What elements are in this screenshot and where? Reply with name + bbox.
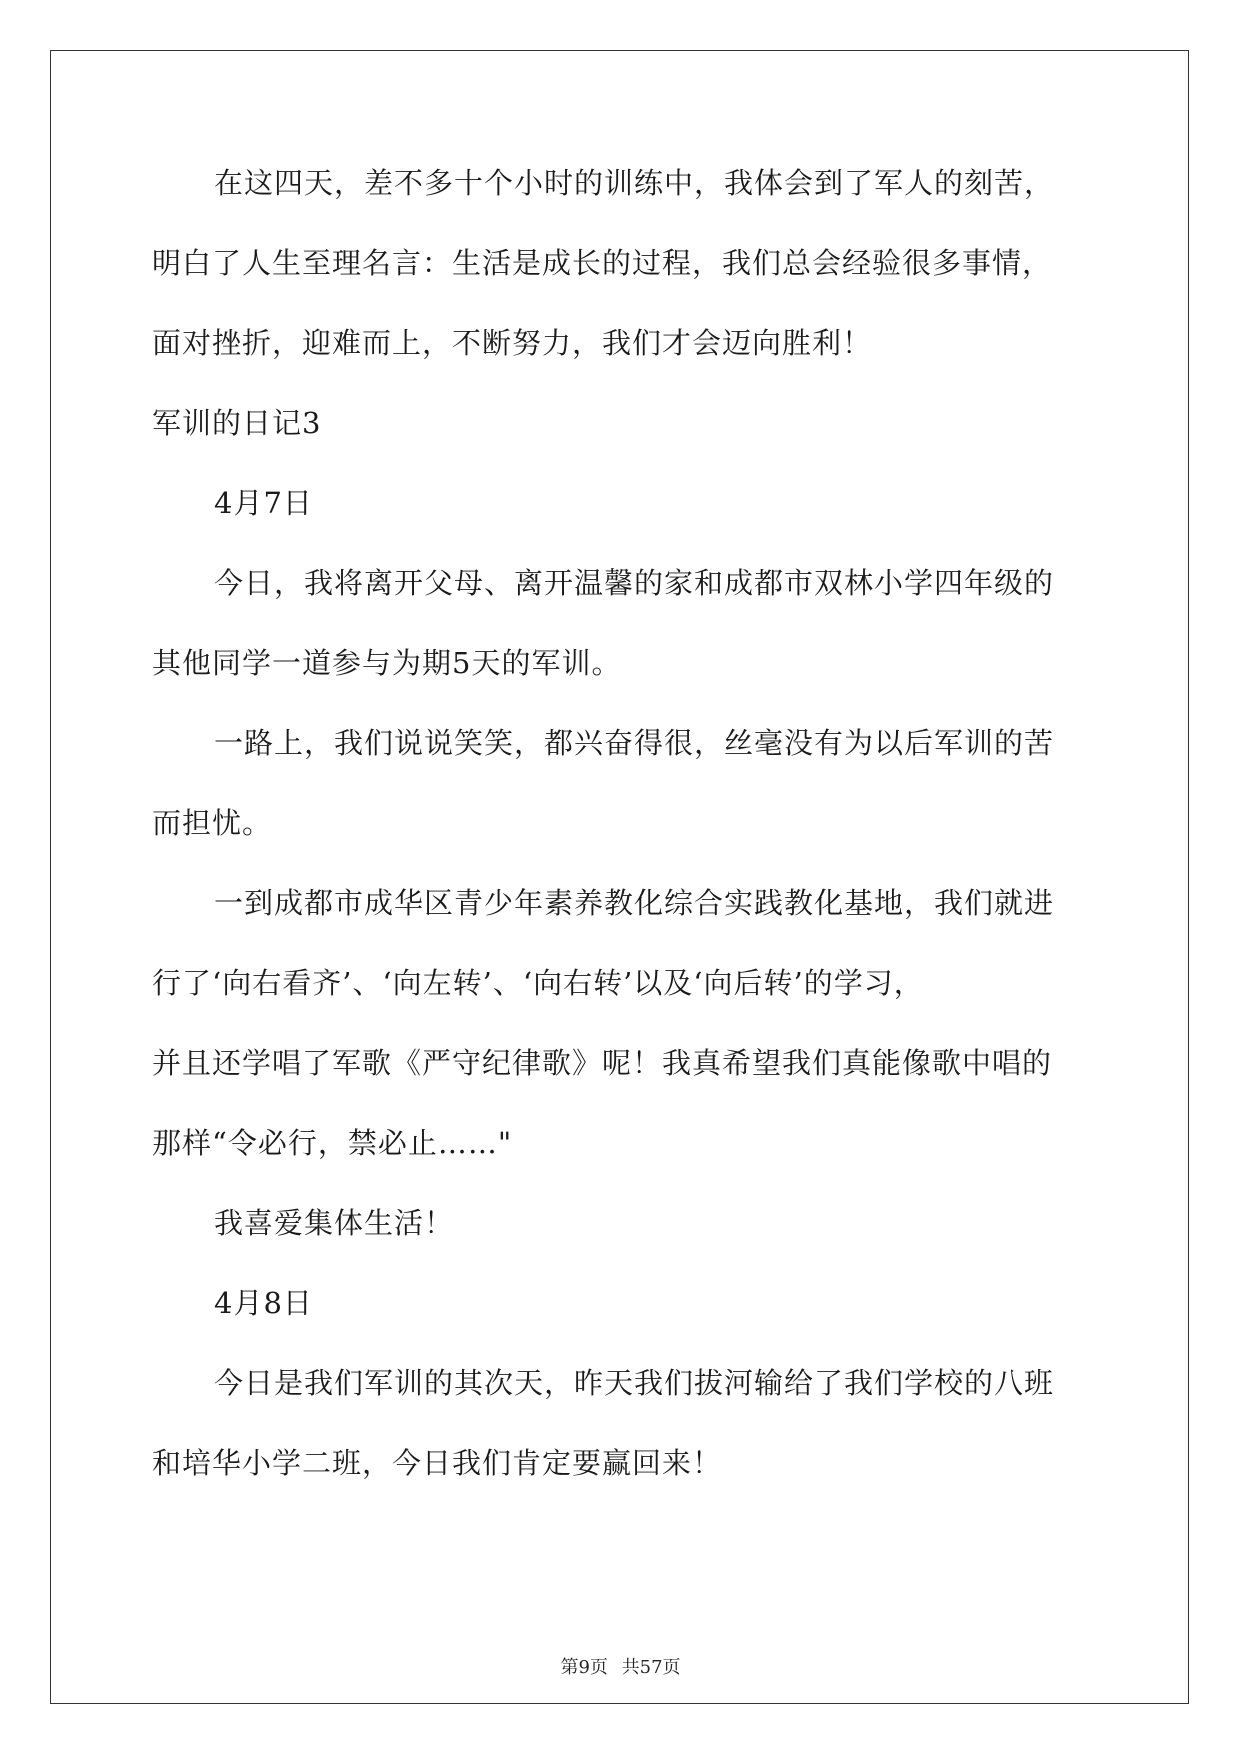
paragraph-line: 我喜爱集体生活！: [214, 1206, 455, 1240]
paragraph-line: 今日是我们军训的其次天，昨天我们拔河输给了我们学校的八班: [214, 1366, 1055, 1400]
paragraph-line: 一到成都市成华区青少年素养教化综合实践教化基地，我们就进: [214, 886, 1055, 920]
paragraph-line: 而担忧。: [152, 806, 273, 840]
paragraph-line: 其他同学一道参与为期5天的军训。: [152, 646, 622, 680]
current-page-number: 第9页: [560, 1657, 608, 1678]
document-body: [152, 165, 1092, 1525]
paragraph-line: 今日，我将离开父母、离开温馨的家和成都市双林小学四年级的: [214, 566, 1055, 600]
paragraph-line: 在这四天，差不多十个小时的训练中，我体会到了军人的刻苦，: [214, 166, 1055, 200]
paragraph-line: 明白了人生至理名言：生活是成长的过程，我们总会经验很多事情，: [152, 246, 1053, 280]
date-heading: 4月7日: [214, 486, 313, 520]
page-footer: [0, 1653, 1241, 1679]
paragraph-line: 并且还学唱了军歌《严守纪律歌》呢！我真希望我们真能像歌中唱的: [152, 1046, 1053, 1080]
date-heading: 4月8日: [214, 1286, 313, 1320]
paragraph-line: 一路上，我们说说笑笑，都兴奋得很，丝毫没有为以后军训的苦: [214, 726, 1055, 760]
total-page-count: 共57页: [621, 1657, 681, 1678]
section-heading: 军训的日记3: [152, 406, 322, 440]
paragraph-line: 和培华小学二班，今日我们肯定要赢回来！: [152, 1446, 723, 1480]
paragraph-line: 那样“令必行，禁必止……": [152, 1126, 513, 1160]
paragraph-line: 行了‘向右看齐’、‘向左转’、‘向右转’以及‘向后转’的学习，: [152, 966, 924, 1000]
paragraph-line: 面对挫折，迎难而上，不断努力，我们才会迈向胜利！: [152, 326, 873, 360]
